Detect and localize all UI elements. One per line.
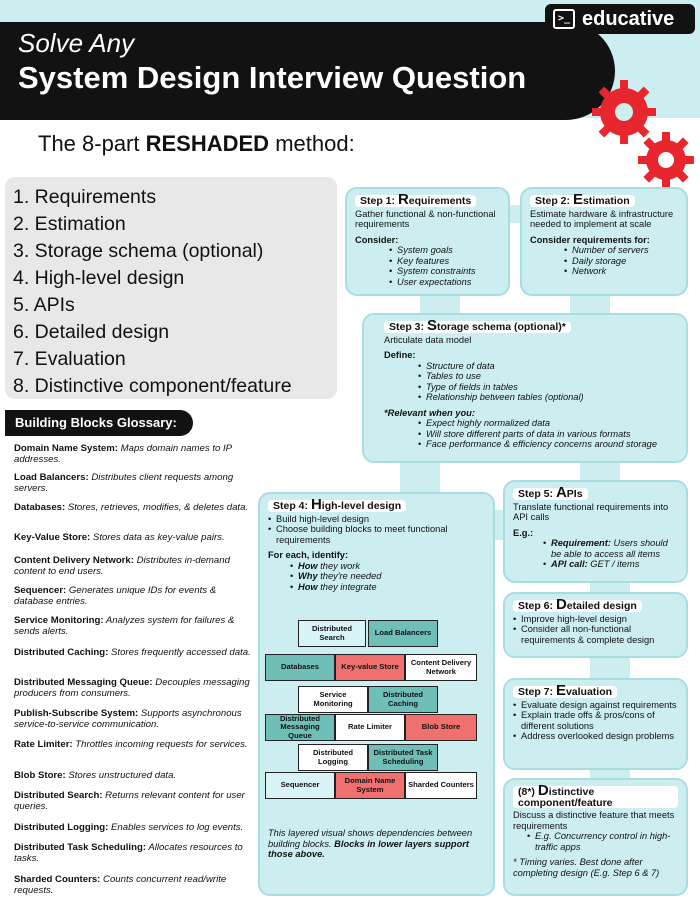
step6-card xyxy=(503,592,688,658)
step3-relevant-items xyxy=(384,418,678,450)
steps-list xyxy=(5,177,337,399)
step8-desc: Discuss a distinctive feature that meets requirements xyxy=(513,810,675,831)
block-distributed-logging: Distributed Logging xyxy=(298,744,368,771)
terminal-icon: >_ xyxy=(553,9,575,29)
list-item: 7. Evaluation xyxy=(13,348,126,370)
list-item: • How they integrate xyxy=(290,582,485,593)
block-dns: Domain Name System xyxy=(335,772,405,799)
step3-define: Define: xyxy=(384,350,416,360)
list-item: • Face performance & efficiency concerns around storage xyxy=(418,439,678,450)
step7-title: Step 7: Evaluation xyxy=(513,686,617,698)
list-item: • Structure of data xyxy=(418,361,678,372)
step6-title: Step 6: Detailed design xyxy=(513,600,642,612)
list-item: • Evaluate design against requirements xyxy=(513,700,678,711)
step3-define-items xyxy=(384,361,678,403)
step4-identify: For each, identify: xyxy=(268,550,349,560)
list-item: 2. Estimation xyxy=(13,213,126,235)
glossary-item: Blob Store: Stores unstructured data. xyxy=(14,770,177,781)
block-distributed-caching: Distributed Caching xyxy=(368,686,438,713)
glossary-item: Sequencer: Generates unique IDs for events & database entries. xyxy=(14,585,217,607)
step8-items xyxy=(513,831,678,852)
step5-items xyxy=(513,538,678,570)
list-item: • E.g. Concurrency control in high-traffic apps xyxy=(527,831,678,852)
subtitle: Solve Any xyxy=(18,28,135,58)
step3-card xyxy=(362,313,688,463)
list-item: • Number of servers xyxy=(564,245,678,256)
step2-consider: Consider requirements for: xyxy=(530,234,650,245)
connector xyxy=(400,458,440,496)
step4-identify-items xyxy=(268,561,485,593)
glossary-item: Distributed Caching: Stores frequently accessed data. xyxy=(14,647,251,658)
step6-items xyxy=(513,614,678,646)
list-item: 4. High-level design xyxy=(13,267,185,289)
list-item: • Address overlooked design problems xyxy=(513,731,678,742)
step4-items xyxy=(268,514,485,546)
list-item: 5. APIs xyxy=(13,294,75,316)
list-item: • How they work xyxy=(290,561,485,572)
list-item: • Choose building blocks to meet functional requirements xyxy=(268,524,485,545)
step7-items xyxy=(513,700,678,742)
step8-title: (8*) Distinctive component/feature xyxy=(513,786,678,808)
block-service-monitoring: Service Monitoring xyxy=(298,686,368,713)
block-load-balancers: Load Balancers xyxy=(368,620,438,647)
list-item: • Expect highly normalized data xyxy=(418,418,678,429)
list-item: • Consider all non-functional requirements & complete design xyxy=(513,624,678,645)
glossary-item: Content Delivery Network: Distributes in-demand content to end users. xyxy=(14,555,230,577)
glossary-item: Service Monitoring: Analyzes system for failures & sends alerts. xyxy=(14,615,235,637)
step4-title: Step 4: High-level design xyxy=(268,500,406,512)
step1-card xyxy=(345,187,510,296)
list-item: • Improve high-level design xyxy=(513,614,678,625)
step3-title: Step 3: Storage schema (optional)* xyxy=(384,321,571,333)
list-item: • Network xyxy=(564,266,678,277)
block-cdn: Content Delivery Network xyxy=(405,654,477,681)
glossary-item: Load Balancers: Distributes client requests among servers. xyxy=(14,472,234,494)
list-item: 8. Distinctive component/feature xyxy=(13,375,292,397)
list-item: • Build high-level design xyxy=(268,514,485,525)
step1-desc: Gather functional & non-functional requirements xyxy=(355,208,496,229)
list-item: • Why they're needed xyxy=(290,571,485,582)
glossary-heading: Building Blocks Glossary: xyxy=(5,410,193,436)
glossary-item: Distributed Messaging Queue: Decouples messaging producers from consumers. xyxy=(14,677,250,699)
educative-logo[interactable] xyxy=(545,4,695,34)
block-distributed-task-scheduling: Distributed Task Scheduling xyxy=(368,744,438,771)
glossary-item: Sharded Counters: Counts concurrent read/write requests. xyxy=(14,874,227,896)
glossary-item: Distributed Logging: Enables services to log events. xyxy=(14,822,244,833)
list-item: • Daily storage xyxy=(564,256,678,267)
diagram-caption: This layered visual shows dependencies between building blocks. Blocks in lower layers support those above. xyxy=(268,828,473,859)
gears-icon xyxy=(590,70,700,190)
list-item: • Key features xyxy=(389,256,500,267)
list-item: • Requirement: Users should be able to access all items xyxy=(543,538,678,559)
step8-note: * Timing varies. Best done after completing design (E.g. Step 6 & 7) xyxy=(513,857,660,878)
step2-desc: Estimate hardware & infrastructure needed to implement at scale xyxy=(530,208,674,229)
step1-title: Step 1: Requirements xyxy=(355,195,476,207)
page-title: System Design Interview Question xyxy=(18,60,527,95)
step1-consider: Consider: xyxy=(355,234,399,245)
block-databases: Databases xyxy=(265,654,335,681)
glossary-item: Databases: Stores, retrieves, modifies, & deletes data. xyxy=(14,502,249,513)
building-blocks-diagram xyxy=(265,608,487,804)
step3-relevant: *Relevant when you: xyxy=(384,407,475,418)
step2-title: Step 2: Estimation xyxy=(530,195,635,207)
block-key-value-store: Key-value Store xyxy=(335,654,405,681)
step3-desc: Articulate data model xyxy=(384,334,472,345)
list-item: • System constraints xyxy=(389,266,500,277)
step8-card xyxy=(503,778,688,896)
block-distributed-messaging-queue: Distributed Messaging Queue xyxy=(265,714,335,741)
glossary-item: Rate Limiter: Throttles incoming requests for services. xyxy=(14,739,248,750)
list-item: • Will store different parts of data in various formats xyxy=(418,429,678,440)
list-item: • Tables to use xyxy=(418,371,678,382)
list-item: • Relationship between tables (optional) xyxy=(418,392,678,403)
block-sequencer: Sequencer xyxy=(265,772,335,799)
list-item: 3. Storage schema (optional) xyxy=(13,240,264,262)
step1-items xyxy=(355,245,500,287)
step2-items xyxy=(530,245,678,277)
block-blob-store: Blob Store xyxy=(405,714,477,741)
method-heading: The 8-part RESHADED method: xyxy=(38,131,355,156)
glossary-item: Distributed Search: Returns relevant content for user queries. xyxy=(14,790,245,812)
glossary-item: Publish-Subscribe System: Supports asynchronous service-to-service communication. xyxy=(14,708,242,730)
glossary-item: Key-Value Store: Stores data as key-value pairs. xyxy=(14,532,225,543)
list-item: • Explain trade offs & pros/cons of different solutions xyxy=(513,710,678,731)
brand-name: educative xyxy=(582,7,675,30)
block-rate-limiter: Rate Limiter xyxy=(335,714,405,741)
step5-title: Step 5: APIs xyxy=(513,488,588,500)
list-item: 1. Requirements xyxy=(13,186,157,208)
step5-card xyxy=(503,480,688,583)
block-sharded-counters: Sharded Counters xyxy=(405,772,477,799)
step7-card xyxy=(503,678,688,770)
block-distributed-search: Distributed Search xyxy=(298,620,366,647)
step5-desc: Translate functional requirements into API calls xyxy=(513,501,669,522)
list-item: • Type of fields in tables xyxy=(418,382,678,393)
glossary-item: Distributed Task Scheduling: Allocates resources to tasks. xyxy=(14,842,243,864)
step5-eg: E.g.: xyxy=(513,527,534,538)
list-item: • System goals xyxy=(389,245,500,256)
step2-card xyxy=(520,187,688,296)
list-item: • API call: GET / items xyxy=(543,559,678,570)
list-item: • User expectations xyxy=(389,277,500,288)
list-item: 6. Detailed design xyxy=(13,321,170,343)
glossary-item: Domain Name System: Maps domain names to IP addresses. xyxy=(14,443,232,465)
